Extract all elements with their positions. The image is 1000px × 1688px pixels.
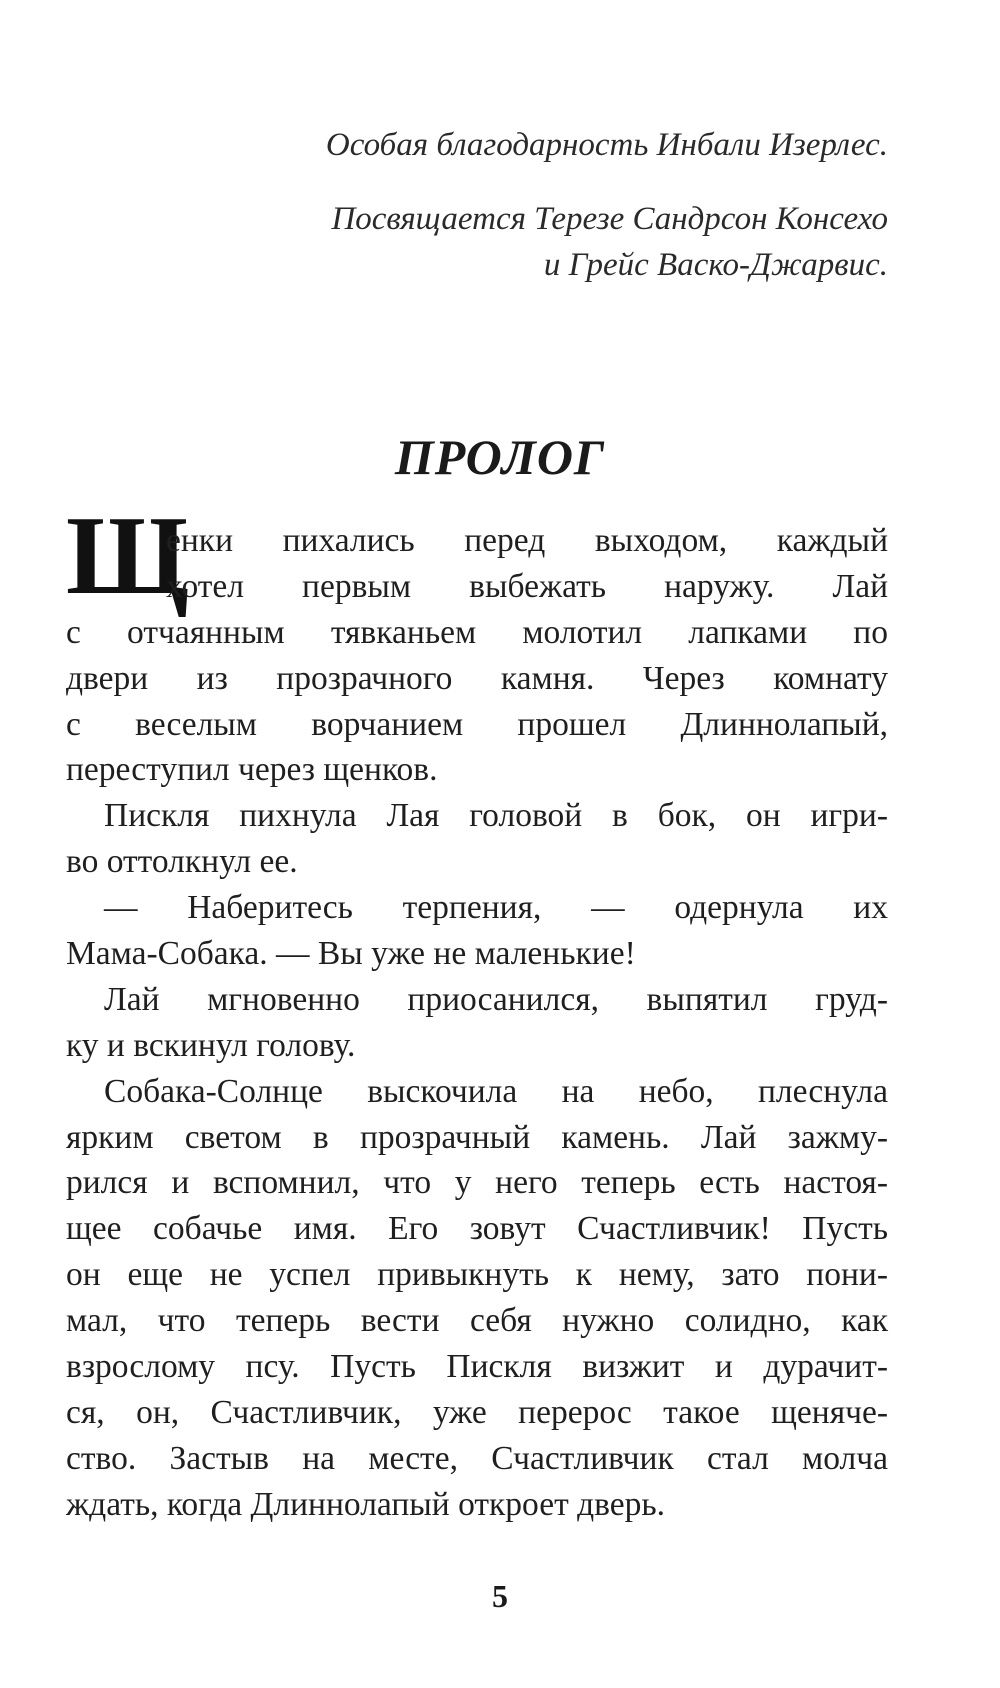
body-line: Собака-Солнце выскочила на небо, плеснула xyxy=(104,1072,888,1110)
chapter-title: ПРОЛОГ xyxy=(394,429,606,485)
body-text xyxy=(66,518,888,1528)
body-line: с веселым ворчанием прошел Длиннолапый, xyxy=(66,705,888,743)
page-number: 5 xyxy=(492,1578,508,1614)
body-line: Пискля пихнула Лая головой в бок, он игри- xyxy=(104,797,888,835)
dedication-line-2: и Грейс Васко-Джарвис. xyxy=(543,247,888,283)
body-line: во оттолкнул ее. xyxy=(66,843,298,881)
body-line: взрослому псу. Пусть Пискля визжит и дурачит- xyxy=(66,1348,888,1386)
body-line: рился и вспомнил, что у него теперь есть настоя- xyxy=(66,1164,888,1202)
body-line: — Наберитесь терпения, — одернула их xyxy=(104,889,888,927)
body-line: енки пихались перед выходом, каждый xyxy=(166,522,888,559)
body-line: ждать, когда Длиннолапый откроет дверь. xyxy=(66,1485,666,1523)
body-line: с отчаянным тявканьем молотил лапками по xyxy=(66,613,888,651)
body-line: ку и вскинул голову. xyxy=(66,1026,356,1064)
body-line: он еще не успел привыкнуть к нему, зато пони- xyxy=(66,1256,888,1294)
body-line: ство. Застыв на месте, Счастливчик стал молча xyxy=(66,1439,888,1477)
acknowledgement-thanks: Особая благодарность Инбали Изерлес. xyxy=(325,127,888,163)
body-line: хотел первым выбежать наружу. Лай xyxy=(166,567,888,605)
body-line: ярким светом в прозрачный камень. Лай зажму- xyxy=(66,1118,888,1156)
acknowledgement-spacer xyxy=(326,168,888,196)
acknowledgement-block xyxy=(326,122,888,288)
body-line: мал, что теперь вести себя нужно солидно, как xyxy=(66,1302,888,1340)
body-line: ся, он, Счастливчик, уже перерос такое щеняче- xyxy=(66,1393,888,1431)
body-line: двери из прозрачного камня. Через комнату xyxy=(66,659,888,697)
body-line: Лай мгновенно приосанился, выпятил груд- xyxy=(104,980,888,1018)
drop-cap-letter: Щ xyxy=(66,494,189,618)
body-line: Мама-Собака. — Вы уже не маленькие! xyxy=(66,935,636,973)
body-line: щее собачье имя. Его зовут Счастливчик! Пусть xyxy=(66,1210,888,1248)
body-line: переступил через щенков. xyxy=(66,751,438,789)
dedication-line-1: Посвящается Терезе Сандрсон Консехо xyxy=(331,201,888,237)
